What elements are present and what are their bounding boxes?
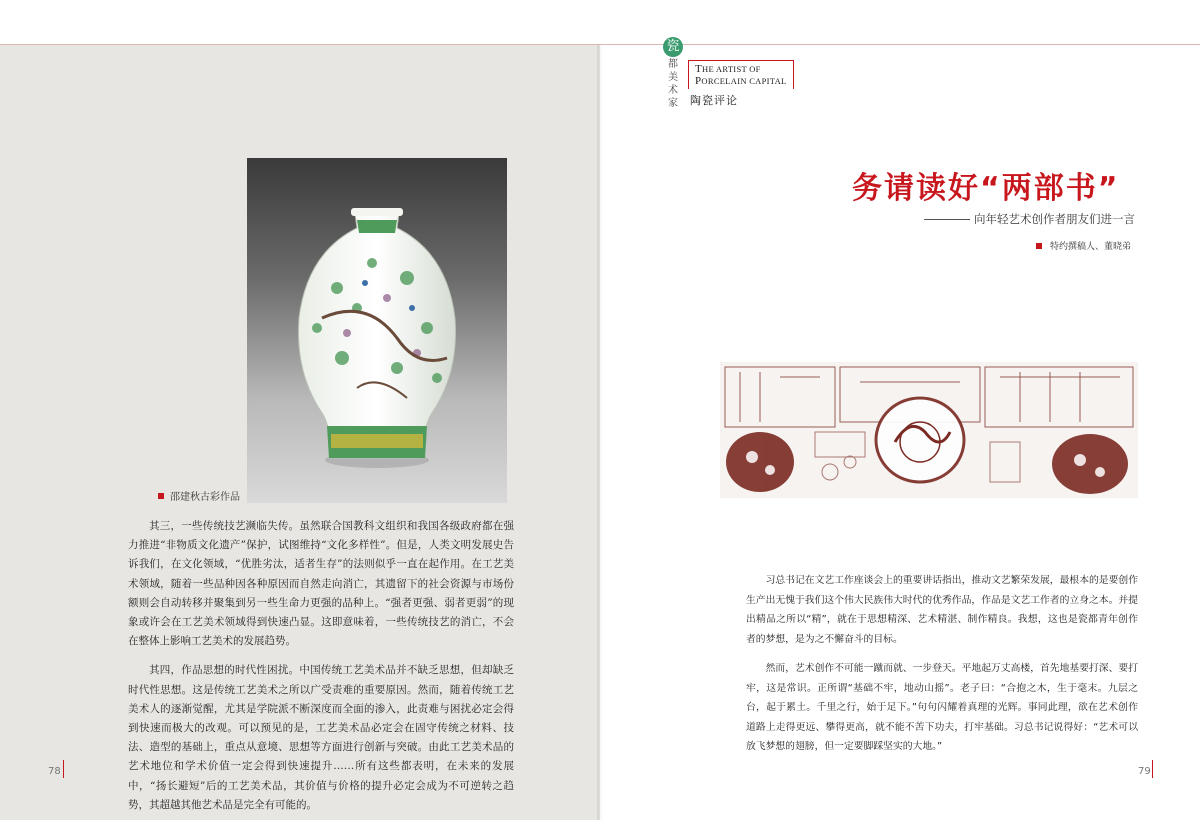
logo-english-title — [688, 60, 794, 89]
caption-marker — [158, 493, 164, 499]
page-gutter — [597, 45, 603, 820]
logo-vertical-text: 都美术家 — [668, 59, 678, 109]
left-paragraph: 其三，一些传统技艺濒临失传。虽然联合国教科文组织和我国各级政府都在强力推进“非物质文化遗产”保护，试图维持“文化多样性”。但是，人类文明发展史告诉我们，在文化领域，“优胜劣汰，适者生存”的法则似乎一直在起作用。在工艺美术领域，随着一些品种因各种原因而自然走向消亡，其遗留下的社会资源与市场份额则会自动转移并聚集到另一些生命力更强的品种上。“强者更强、弱者更弱”的现象或许会在工艺美术领域得到快速凸显。这即意味着，一些传统技艺的消亡，不会在整体上影响工艺美术的发展趋势。 — [128, 520, 514, 648]
article-title: 务请读好“两部书” — [852, 171, 1120, 206]
byline-marker — [1036, 243, 1042, 249]
right-paragraph: 习总书记在文艺工作座谈会上的重要讲话指出，推动文艺繁荣发展，最根本的是要创作生产出无愧于我们这个伟大民族伟大时代的优秀作品，作品是文艺工作者的立身之本。并提出精品之所以“精”，就在于思想精深、艺术精湛、制作精良。我想，这也是瓷都青年创作者的梦想，是为之不懈奋斗的目标。 — [746, 575, 1138, 645]
vase-photograph — [247, 158, 507, 503]
subtitle-dash — [924, 219, 970, 220]
article-subtitle — [924, 211, 1135, 227]
page-number-left: 78 — [48, 766, 61, 777]
left-paragraph: 其四，作品思想的时代性困扰。中国传统工艺美术品并不缺乏思想，但却缺乏时代性思想。这是传统工艺美术之所以广受责难的重要原因。然而，随着传统工艺美术人的逐渐觉醒，尤其是学院派不断深度而全面的渗入，此责难与困扰必定会得到快速而极大的改观。可以预见的是，工艺美术品必定会在固守传统之材料、技法、造型的基础上，重点从意境、思想等方面进行创新与突破。由此工艺美术品的艺术地位和学术价值一定会得到快速提升……所有这些都表明，在未来的发展中，“扬长避短”后的工艺美术品，其价值与价格的提升必定会成为不可逆转之趋势，其超越其他艺术品是完全有可能的。 — [128, 664, 514, 811]
figure-caption — [158, 488, 240, 503]
left-body-text — [128, 517, 514, 825]
section-name: 陶瓷评论 — [690, 94, 738, 107]
page-number-marker-left — [63, 760, 64, 778]
article-subtitle-text: 向年轻艺术创作者朋友们进一言 — [974, 212, 1135, 226]
vase-image — [247, 158, 507, 503]
figure-caption-text: 邵建秋古彩作品 — [170, 492, 240, 503]
right-paragraph: 然而，艺术创作不可能一蹴而就、一步登天。平地起万丈高楼，首先地基要打深、要打牢，这是常识。正所谓“基础不牢，地动山摇”。老子曰：“合抱之木，生于毫末。九层之台，起于累土。千里之行，始于足下。”句句闪耀着真理的光辉。事同此理，欲在艺术创作道路上走得更远、攀得更高，就不能不苦下功夫，打牢基础。习总书记说得好：“艺术可以放飞梦想的翅膀，但一定要脚踩坚实的大地。” — [746, 663, 1138, 752]
byline — [1036, 239, 1131, 252]
byline-text: 特约撰稿人、董晓弟 — [1050, 242, 1132, 252]
logo-en-line-2: ORCELAIN CAPITAL — [701, 76, 787, 86]
logo-en-line-1: HE ARTIST OF — [702, 64, 761, 74]
logo-en-cap-1: T — [695, 63, 703, 75]
porcelain-workshop-illustration — [720, 362, 1138, 498]
right-body-text — [746, 571, 1138, 767]
illustration-image — [720, 362, 1138, 498]
page-number-marker-right — [1152, 760, 1153, 778]
page-number-right: 79 — [1138, 766, 1151, 777]
magazine-logo-icon: 瓷 — [663, 37, 683, 57]
logo-en-cap-2: P — [695, 75, 702, 87]
